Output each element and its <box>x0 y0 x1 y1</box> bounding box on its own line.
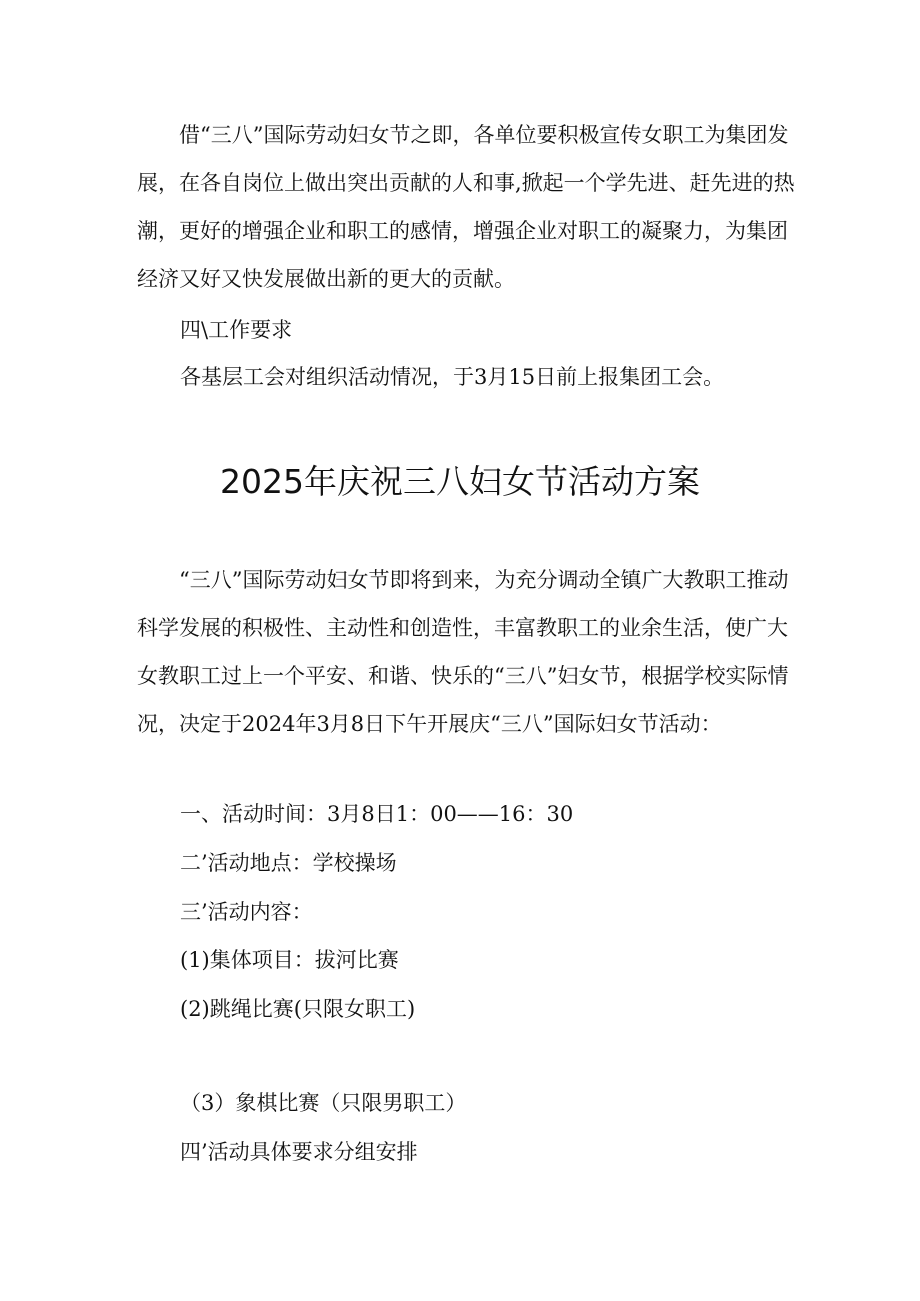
activity-time-item: 一、活动时间：3月8日1：00——16：30 <box>180 802 574 826</box>
document-title: 2025年庆祝三八妇女节活动方案 <box>220 462 700 501</box>
intro-paragraph: “三八”国际劳动妇女节即将到来，为充分调动全镇广大教职工推动科学发展的积极性、主动性和创造性，丰富教职工的业余生活，使广大女教职工过上一个平安、和谐、快乐的“三八”妇女节，根据学校实际情况，决定于2024年3月8日下午开展庆“三八”国际妇女节活动： <box>137 568 789 736</box>
tug-of-war-item: (1)集体项目：拔河比赛 <box>180 948 399 972</box>
section-2-intro <box>137 556 797 748</box>
activity-location-item: 二’活动地点：学校操场 <box>180 851 397 875</box>
chess-item: （3）象棋比赛（只限男职工） <box>180 1091 467 1115</box>
activity-content-item: 三’活动内容： <box>180 900 313 924</box>
grouping-arrangement-item: 四’活动具体要求分组安排 <box>180 1140 418 1164</box>
section-1 <box>137 111 797 303</box>
publicity-paragraph: 借“三八”国际劳动妇女节之即，各单位要积极宣传女职工为集团发展，在各自岗位上做出突出贡献的人和事,掀起一个学先进、赶先进的热潮，更好的增强企业和职工的感情，增强企业对职工的凝聚力，为集团经济又好又快发展做出新的更大的贡献。 <box>137 123 795 291</box>
work-requirements-heading: 四\工作要求 <box>180 318 293 342</box>
rope-skipping-item: (2)跳绳比赛(只限女职工) <box>180 997 416 1021</box>
report-requirement-text: 各基层工会对组织活动情况，于3月15日前上报集团工会。 <box>180 365 725 389</box>
